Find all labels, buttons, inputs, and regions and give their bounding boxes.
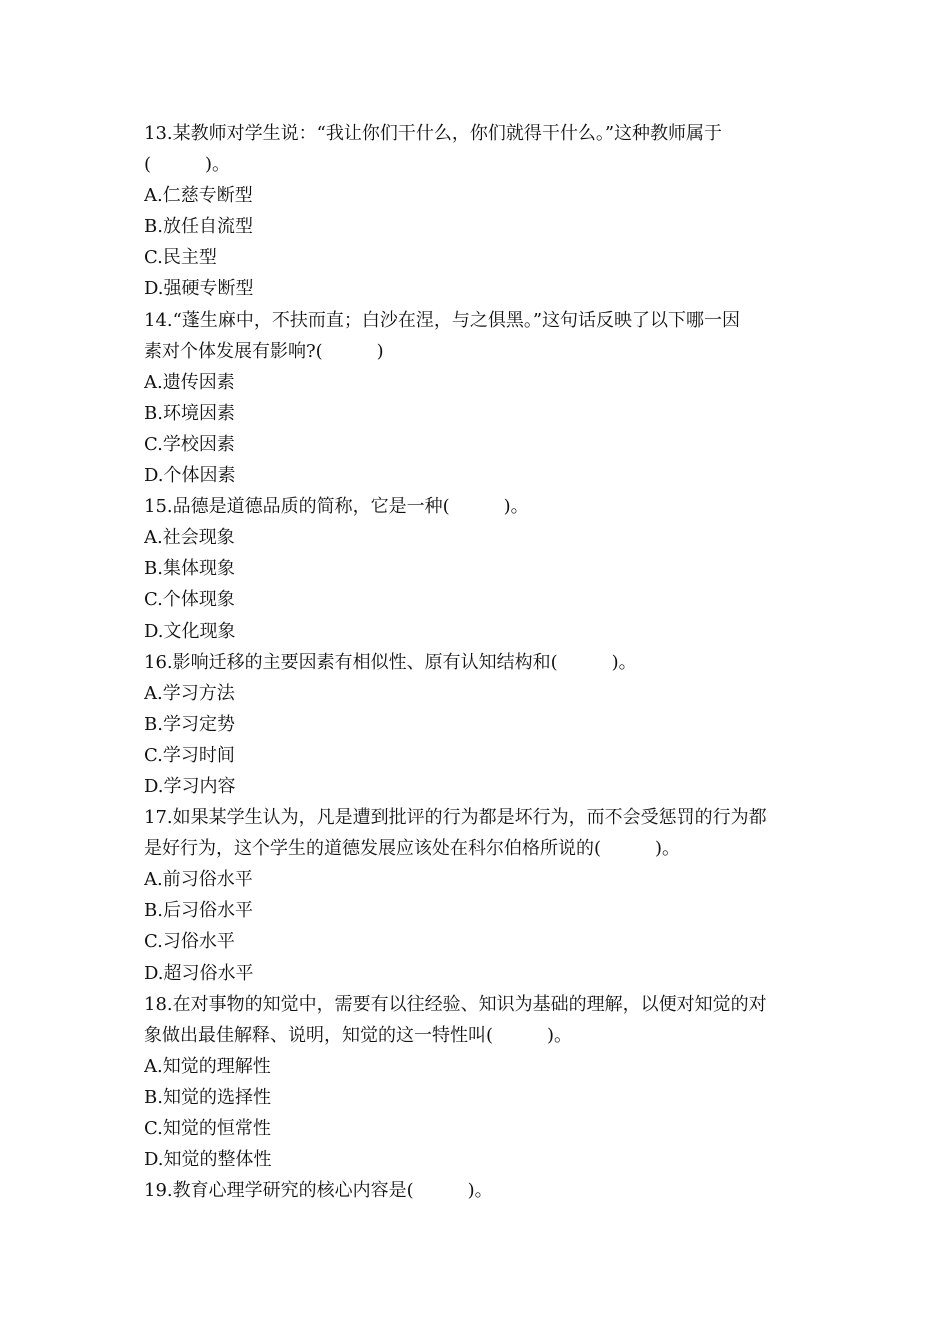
option-c: C.学校因素	[144, 433, 235, 455]
option-d: D.知觉的整体性	[144, 1149, 272, 1171]
option-c: C.知觉的恒常性	[144, 1118, 271, 1139]
question-stem-line: 是好行为，这个学生的道德发展应该处在科尔伯格所说的( )。	[144, 838, 681, 860]
option-d: D.强硬专断型	[144, 278, 254, 300]
option-a: A.前习俗水平	[144, 869, 253, 891]
option-a: A.社会现象	[144, 527, 235, 549]
option-b: B.后习俗水平	[144, 900, 253, 922]
option-a: A.知觉的理解性	[144, 1055, 271, 1077]
question-17	[144, 802, 814, 989]
question-stem-line: 17.如果某学生认为，凡是遭到批评的行为都是坏行为，而不会受惩罚的行为都	[144, 807, 767, 829]
question-stem-line: ( )。	[144, 154, 231, 176]
question-stem-line: 象做出最佳解释、说明，知觉的这一特性叫( )。	[144, 1024, 573, 1046]
question-19	[144, 1175, 814, 1206]
question-stem-line: 18.在对事物的知觉中，需要有以往经验、知识为基础的理解，以便对知觉的对	[144, 993, 767, 1015]
question-stem-line: 19.教育心理学研究的核心内容是( )。	[144, 1180, 493, 1202]
question-18	[144, 989, 814, 1176]
option-c: C.习俗水平	[144, 931, 235, 953]
question-15	[144, 491, 814, 646]
option-b: B.学习定势	[144, 713, 235, 735]
question-13	[144, 118, 814, 305]
question-stem-line: 13.某教师对学生说：“我让你们干什么，你们就得干什么。”这种教师属于	[144, 123, 723, 144]
option-c: C.民主型	[144, 247, 217, 269]
option-c: C.学习时间	[144, 744, 235, 766]
option-b: B.知觉的选择性	[144, 1086, 271, 1108]
question-16	[144, 647, 814, 802]
question-stem-line: 16.影响迁移的主要因素有相似性、原有认知结构和( )。	[144, 651, 637, 673]
option-b: B.集体现象	[144, 558, 235, 580]
option-c: C.个体现象	[144, 589, 235, 611]
option-b: B.放任自流型	[144, 216, 253, 238]
option-d: D.文化现象	[144, 620, 236, 642]
option-d: D.学习内容	[144, 775, 236, 797]
option-d: D.超习俗水平	[144, 962, 254, 984]
option-a: A.遗传因素	[144, 371, 235, 393]
option-a: A.仁慈专断型	[144, 185, 253, 207]
question-stem-line: 14.“蓬生麻中，不扶而直；白沙在涅，与之俱黑。”这句话反映了以下哪一因	[144, 309, 741, 331]
option-b: B.环境因素	[144, 402, 235, 424]
option-a: A.学习方法	[144, 682, 235, 704]
question-14	[144, 305, 814, 492]
document-page	[144, 118, 814, 1206]
question-stem-line: 15.品德是道德品质的简称，它是一种( )。	[144, 496, 529, 518]
option-d: D.个体因素	[144, 465, 236, 487]
question-stem-line: 素对个体发展有影响?( )	[144, 340, 384, 362]
